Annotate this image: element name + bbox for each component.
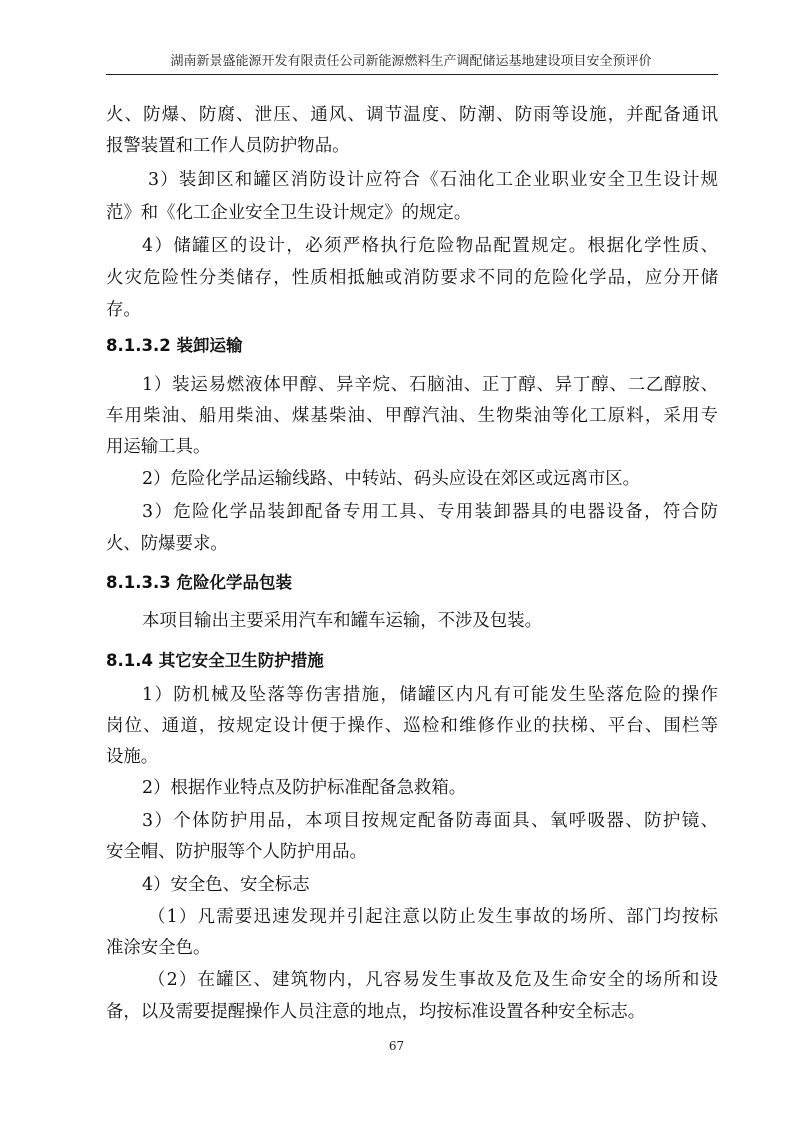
list-item-line: 3）个体防护用品，本项目按规定配备防毒面具、氧呼吸器、防护镜、 bbox=[142, 811, 718, 831]
section-heading: 8.1.3.3 危险化学品包装 bbox=[106, 573, 292, 592]
section-heading: 8.1.4 其它安全卫生防护措施 bbox=[106, 651, 324, 670]
sub-item-line: （2）在罐区、建筑物内，凡容易发生事故及危及生命安全的场所和设 bbox=[148, 970, 718, 990]
list-item-line: 3）装卸区和罐区消防设计应符合《石油化工企业职业安全卫生设计规 bbox=[148, 170, 718, 190]
sub-item-line: 准涂安全色。 bbox=[106, 938, 211, 958]
list-item-line: 用运输工具。 bbox=[106, 437, 211, 457]
list-item-line: 4）储罐区的设计，必须严格执行危险物品配置规定。根据化学性质、 bbox=[142, 236, 718, 256]
list-item-line: 火、防爆要求。 bbox=[106, 534, 228, 554]
paragraph-line: 火、防爆、防腐、泄压、通风、调节温度、防潮、防雨等设施，并配备通讯 bbox=[106, 105, 718, 125]
list-item-line: 3）危险化学品装卸配备专用工具、专用装卸器具的电器设备，符合防 bbox=[142, 502, 718, 522]
section-heading: 8.1.3.2 装卸运输 bbox=[106, 336, 243, 355]
list-item-line: 1）防机械及坠落等伤害措施，储罐区内凡有可能发生坠落危险的操作 bbox=[142, 685, 718, 705]
list-item-line: 2）根据作业特点及防护标准配备急救箱。 bbox=[142, 778, 467, 798]
list-item-line: 1）装运易燃液体甲醇、异辛烷、石脑油、正丁醇、异丁醇、二乙醇胺、 bbox=[142, 375, 718, 395]
sub-item-line: 备，以及需要提醒操作人员注意的地点，均按标准设置各种安全标志。 bbox=[106, 1002, 646, 1022]
list-item-line: 安全帽、防护服等个人防护用品。 bbox=[106, 842, 367, 862]
list-item-line: 2）危险化学品运输线路、中转站、码头应设在郊区或远离市区。 bbox=[142, 469, 641, 489]
list-item-line: 设施。 bbox=[106, 747, 159, 767]
running-header: 湖南新景盛能源开发有限责任公司新能源燃料生产调配储运基地建设项目安全预评价 bbox=[170, 54, 652, 69]
paragraph-line: 本项目输出主要采用汽车和罐车运输，不涉及包装。 bbox=[142, 611, 542, 631]
header-divider bbox=[106, 74, 718, 75]
list-item-line: 范》和《化工企业安全卫生设计规定》的规定。 bbox=[106, 203, 472, 223]
sub-item-line: （1）凡需要迅速发现并引起注意以防止发生事故的场所、部门均按标 bbox=[148, 907, 718, 927]
list-item-line: 存。 bbox=[106, 300, 141, 320]
page-number: 67 bbox=[388, 1039, 405, 1053]
list-item-line: 4）安全色、安全标志 bbox=[142, 875, 310, 895]
paragraph-line: 报警装置和工作人员防护物品。 bbox=[106, 136, 350, 156]
list-item-line: 火灾危险性分类储存，性质相抵触或消防要求不同的危险化学品，应分开储 bbox=[106, 268, 718, 288]
list-item-line: 车用柴油、船用柴油、煤基柴油、甲醇汽油、生物柴油等化工原料，采用专 bbox=[106, 406, 718, 426]
list-item-line: 岗位、通道，按规定设计便于操作、巡检和维修作业的扶梯、平台、围栏等 bbox=[106, 716, 718, 736]
